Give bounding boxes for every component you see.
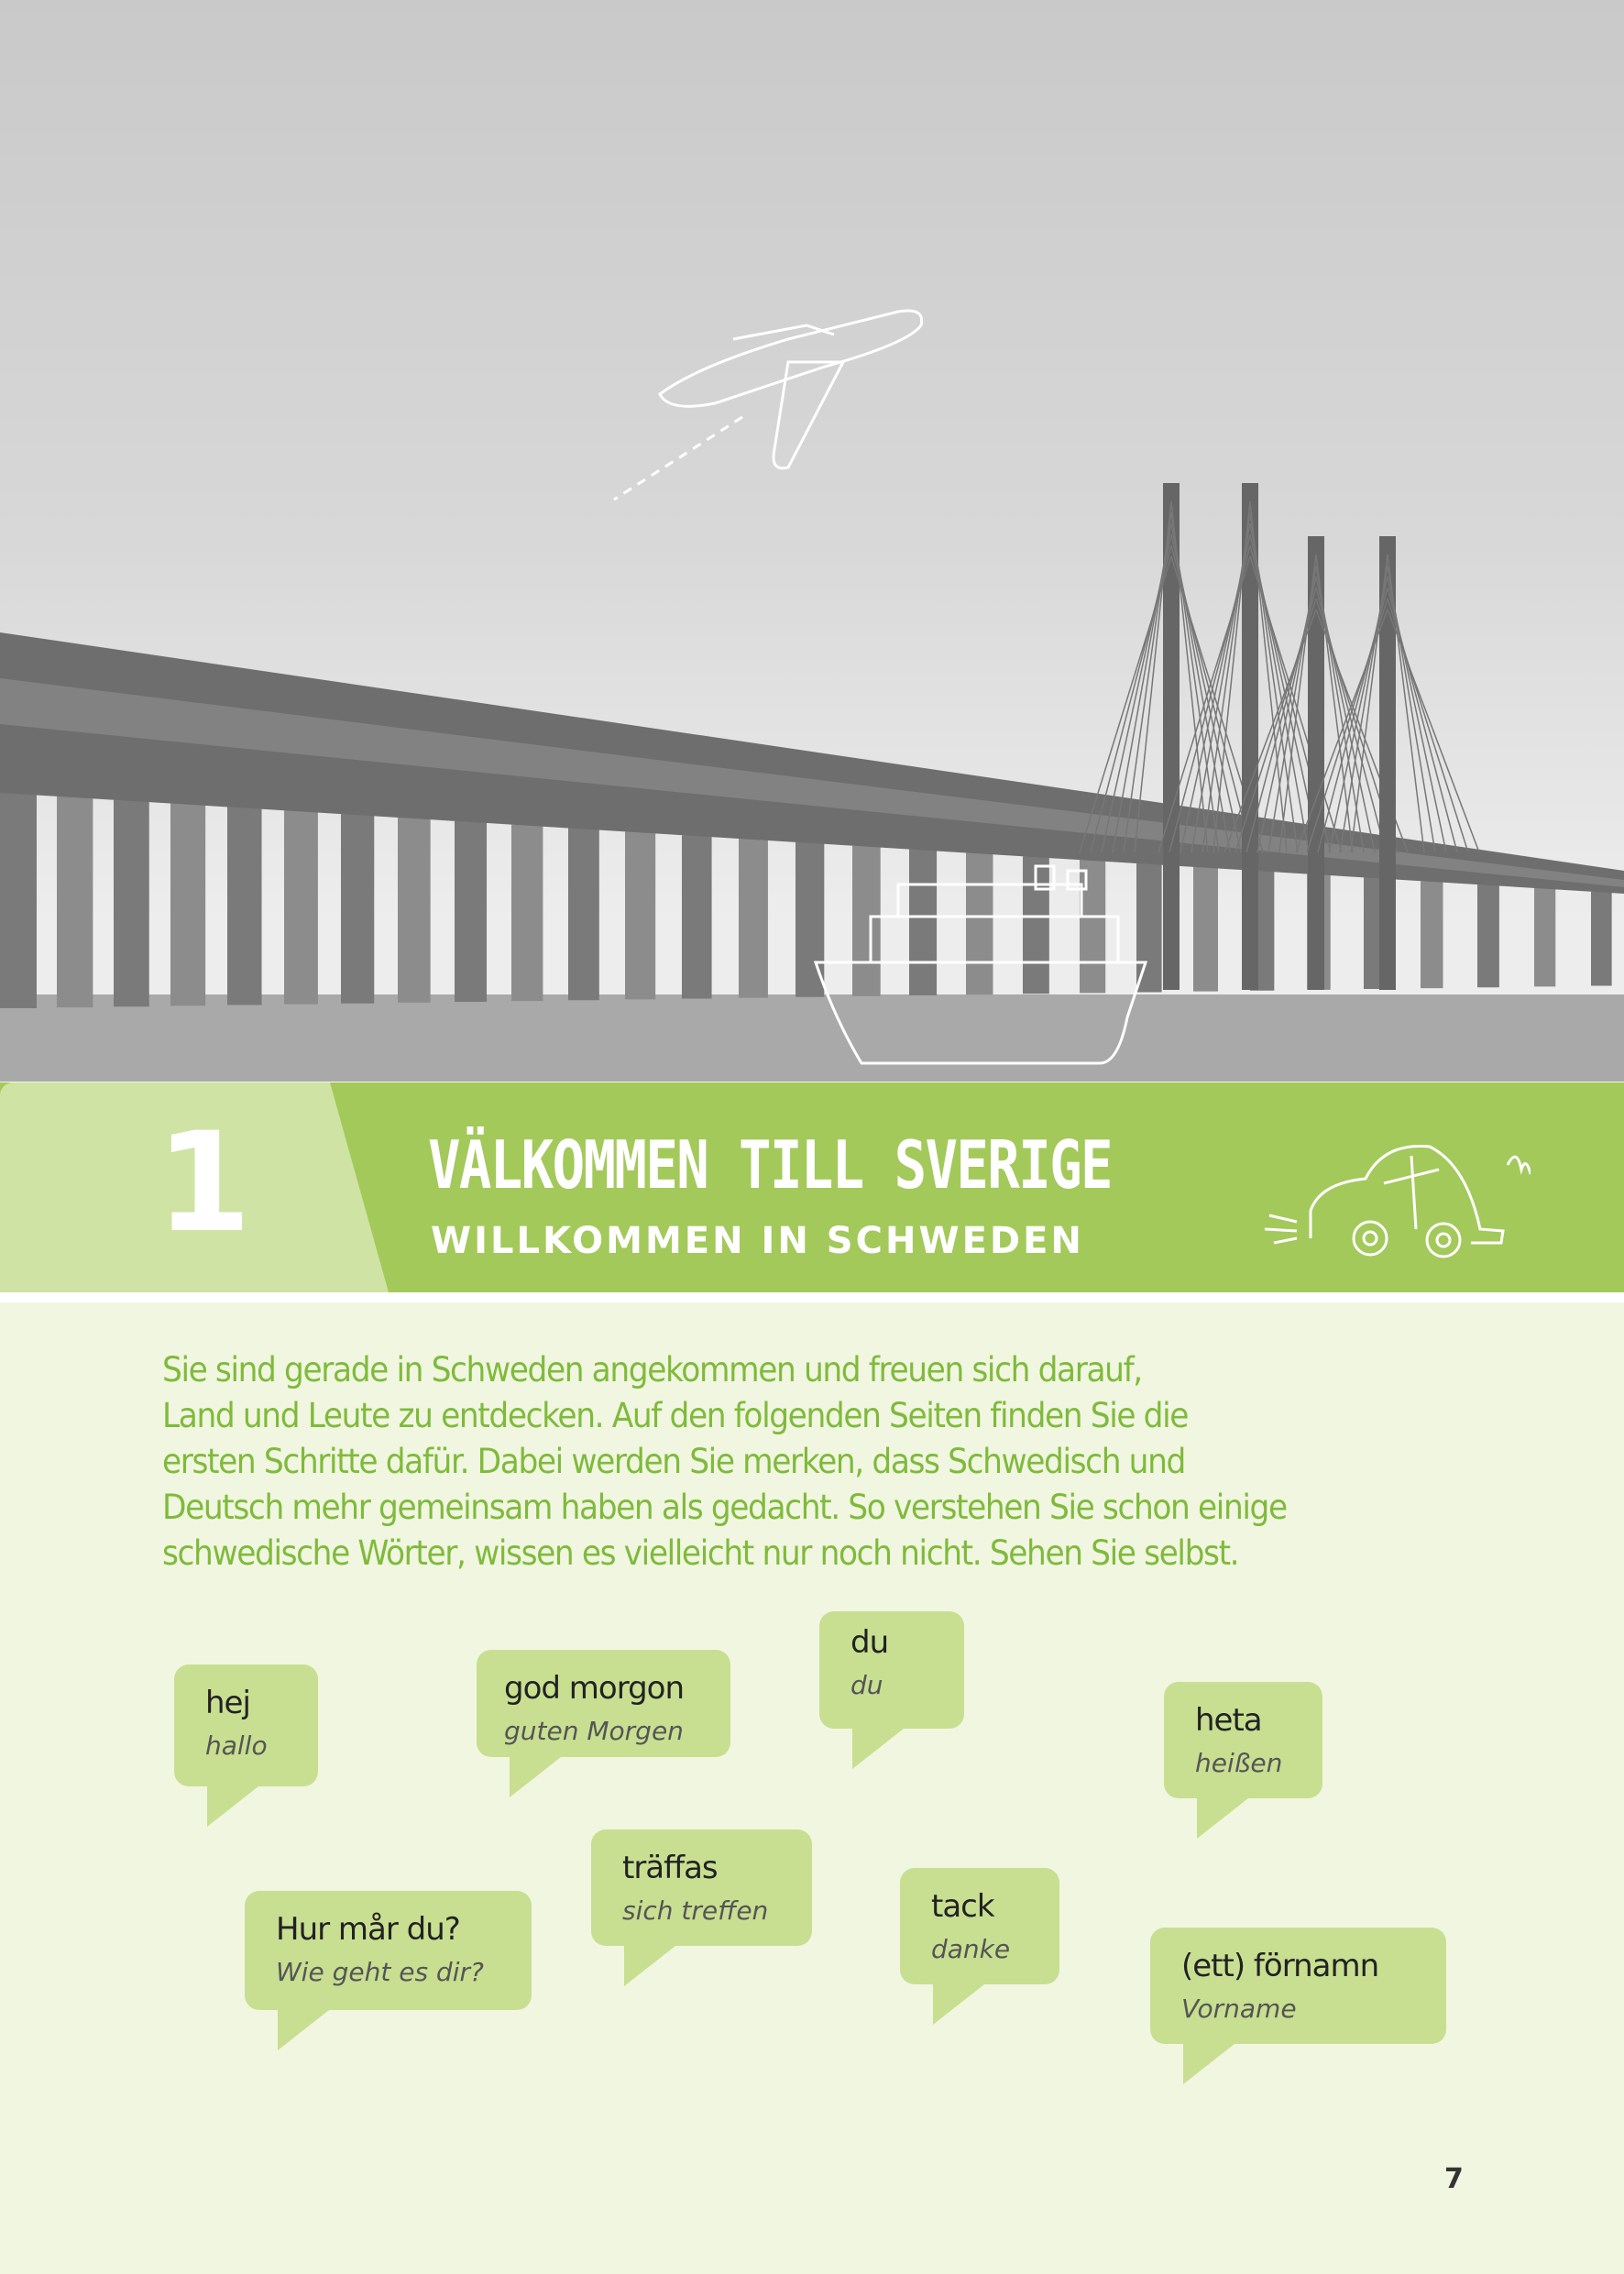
bridge-pier bbox=[0, 793, 37, 1008]
vocab-bubble-du bbox=[819, 1611, 964, 1729]
chapter-header-band bbox=[0, 1082, 1624, 1292]
bridge-pier bbox=[1534, 888, 1555, 986]
bridge-pier bbox=[398, 818, 431, 1003]
intro-line: Deutsch mehr gemeinsam haben als gedacht. So verstehen Sie schon einige bbox=[162, 1488, 1287, 1527]
bridge-pier bbox=[1193, 867, 1218, 992]
intro-line: ersten Schritte dafür. Dabei werden Sie merken, dass Schwedisch und bbox=[162, 1442, 1185, 1481]
page-number: 7 bbox=[1444, 2163, 1464, 2195]
vocab-word: (ett) förnamn bbox=[1181, 1948, 1379, 1984]
vocab-translation: du bbox=[850, 1670, 883, 1700]
bridge-pier bbox=[1591, 892, 1612, 986]
bridge-pier bbox=[284, 810, 318, 1004]
vocab-bubble-god-morgon bbox=[477, 1650, 730, 1757]
vocab-bubble-hej bbox=[174, 1664, 318, 1786]
vocab-translation: danke bbox=[931, 1934, 1011, 1964]
vocab-word: tack bbox=[931, 1888, 994, 1925]
vocab-translation: Vorname bbox=[1181, 1994, 1297, 2024]
vocab-bubble-tack bbox=[900, 1868, 1059, 1984]
vocab-translation: hallo bbox=[205, 1730, 268, 1761]
bridge-pier bbox=[227, 807, 262, 1005]
vocab-bubble-heta bbox=[1164, 1682, 1322, 1798]
vocab-bubble-hur-mar-du bbox=[245, 1891, 532, 2010]
car-icon bbox=[1256, 1128, 1531, 1266]
vocab-word: heta bbox=[1195, 1702, 1262, 1739]
bridge-pier bbox=[909, 850, 937, 995]
vocab-translation: guten Morgen bbox=[504, 1716, 684, 1746]
bridge-pier bbox=[568, 828, 599, 1000]
bridge-pier bbox=[1477, 884, 1499, 987]
bridge-pier bbox=[625, 831, 655, 999]
bridge-pier bbox=[1136, 863, 1162, 993]
divider bbox=[0, 1292, 1624, 1302]
bridge-pier bbox=[114, 800, 149, 1007]
bridge-pier bbox=[739, 839, 768, 998]
intro-paragraph bbox=[162, 1347, 1373, 1576]
bridge-pier bbox=[1421, 881, 1443, 988]
bridge-pier bbox=[682, 835, 712, 998]
intro-line: schwedische Wörter, wissen es vielleicht nur noch nicht. Sehen Sie selbst. bbox=[162, 1533, 1239, 1573]
vocab-word: Hur mår du? bbox=[276, 1911, 460, 1948]
bridge-pier bbox=[57, 796, 93, 1007]
vocab-translation: Wie geht es dir? bbox=[276, 1957, 484, 1987]
bridge-pier bbox=[1080, 860, 1105, 993]
bridge-pier bbox=[852, 846, 881, 996]
bridge-pier bbox=[170, 804, 205, 1006]
intro-line: Land und Leute zu entdecken. Auf den folgenden Seiten finden Sie die bbox=[162, 1396, 1189, 1435]
vocab-bubble-traffas bbox=[591, 1829, 812, 1946]
vocab-word: hej bbox=[205, 1685, 250, 1721]
chapter-subtitle: WILLKOMMEN IN SCHWEDEN bbox=[431, 1220, 1084, 1262]
vocab-translation: heißen bbox=[1195, 1748, 1283, 1778]
bridge-photo bbox=[0, 0, 1624, 1082]
chapter-number: 1 bbox=[156, 1104, 252, 1263]
vocab-bubble-fornamn bbox=[1150, 1928, 1446, 2044]
bridge-pier bbox=[341, 814, 374, 1004]
intro-line: Sie sind gerade in Schweden angekommen und freuen sich darauf, bbox=[162, 1350, 1142, 1390]
bridge-pier bbox=[455, 821, 487, 1002]
vocab-translation: sich treffen bbox=[622, 1895, 769, 1926]
bridge-pier bbox=[966, 852, 993, 994]
water bbox=[0, 994, 1624, 1082]
chapter-title: VÄLKOMMEN TILL SVERIGE bbox=[428, 1126, 1112, 1203]
vocab-word: du bbox=[850, 1624, 889, 1661]
vocab-word: god morgon bbox=[504, 1670, 685, 1707]
bridge-pier bbox=[511, 825, 543, 1001]
vocab-word: träffas bbox=[622, 1850, 718, 1886]
